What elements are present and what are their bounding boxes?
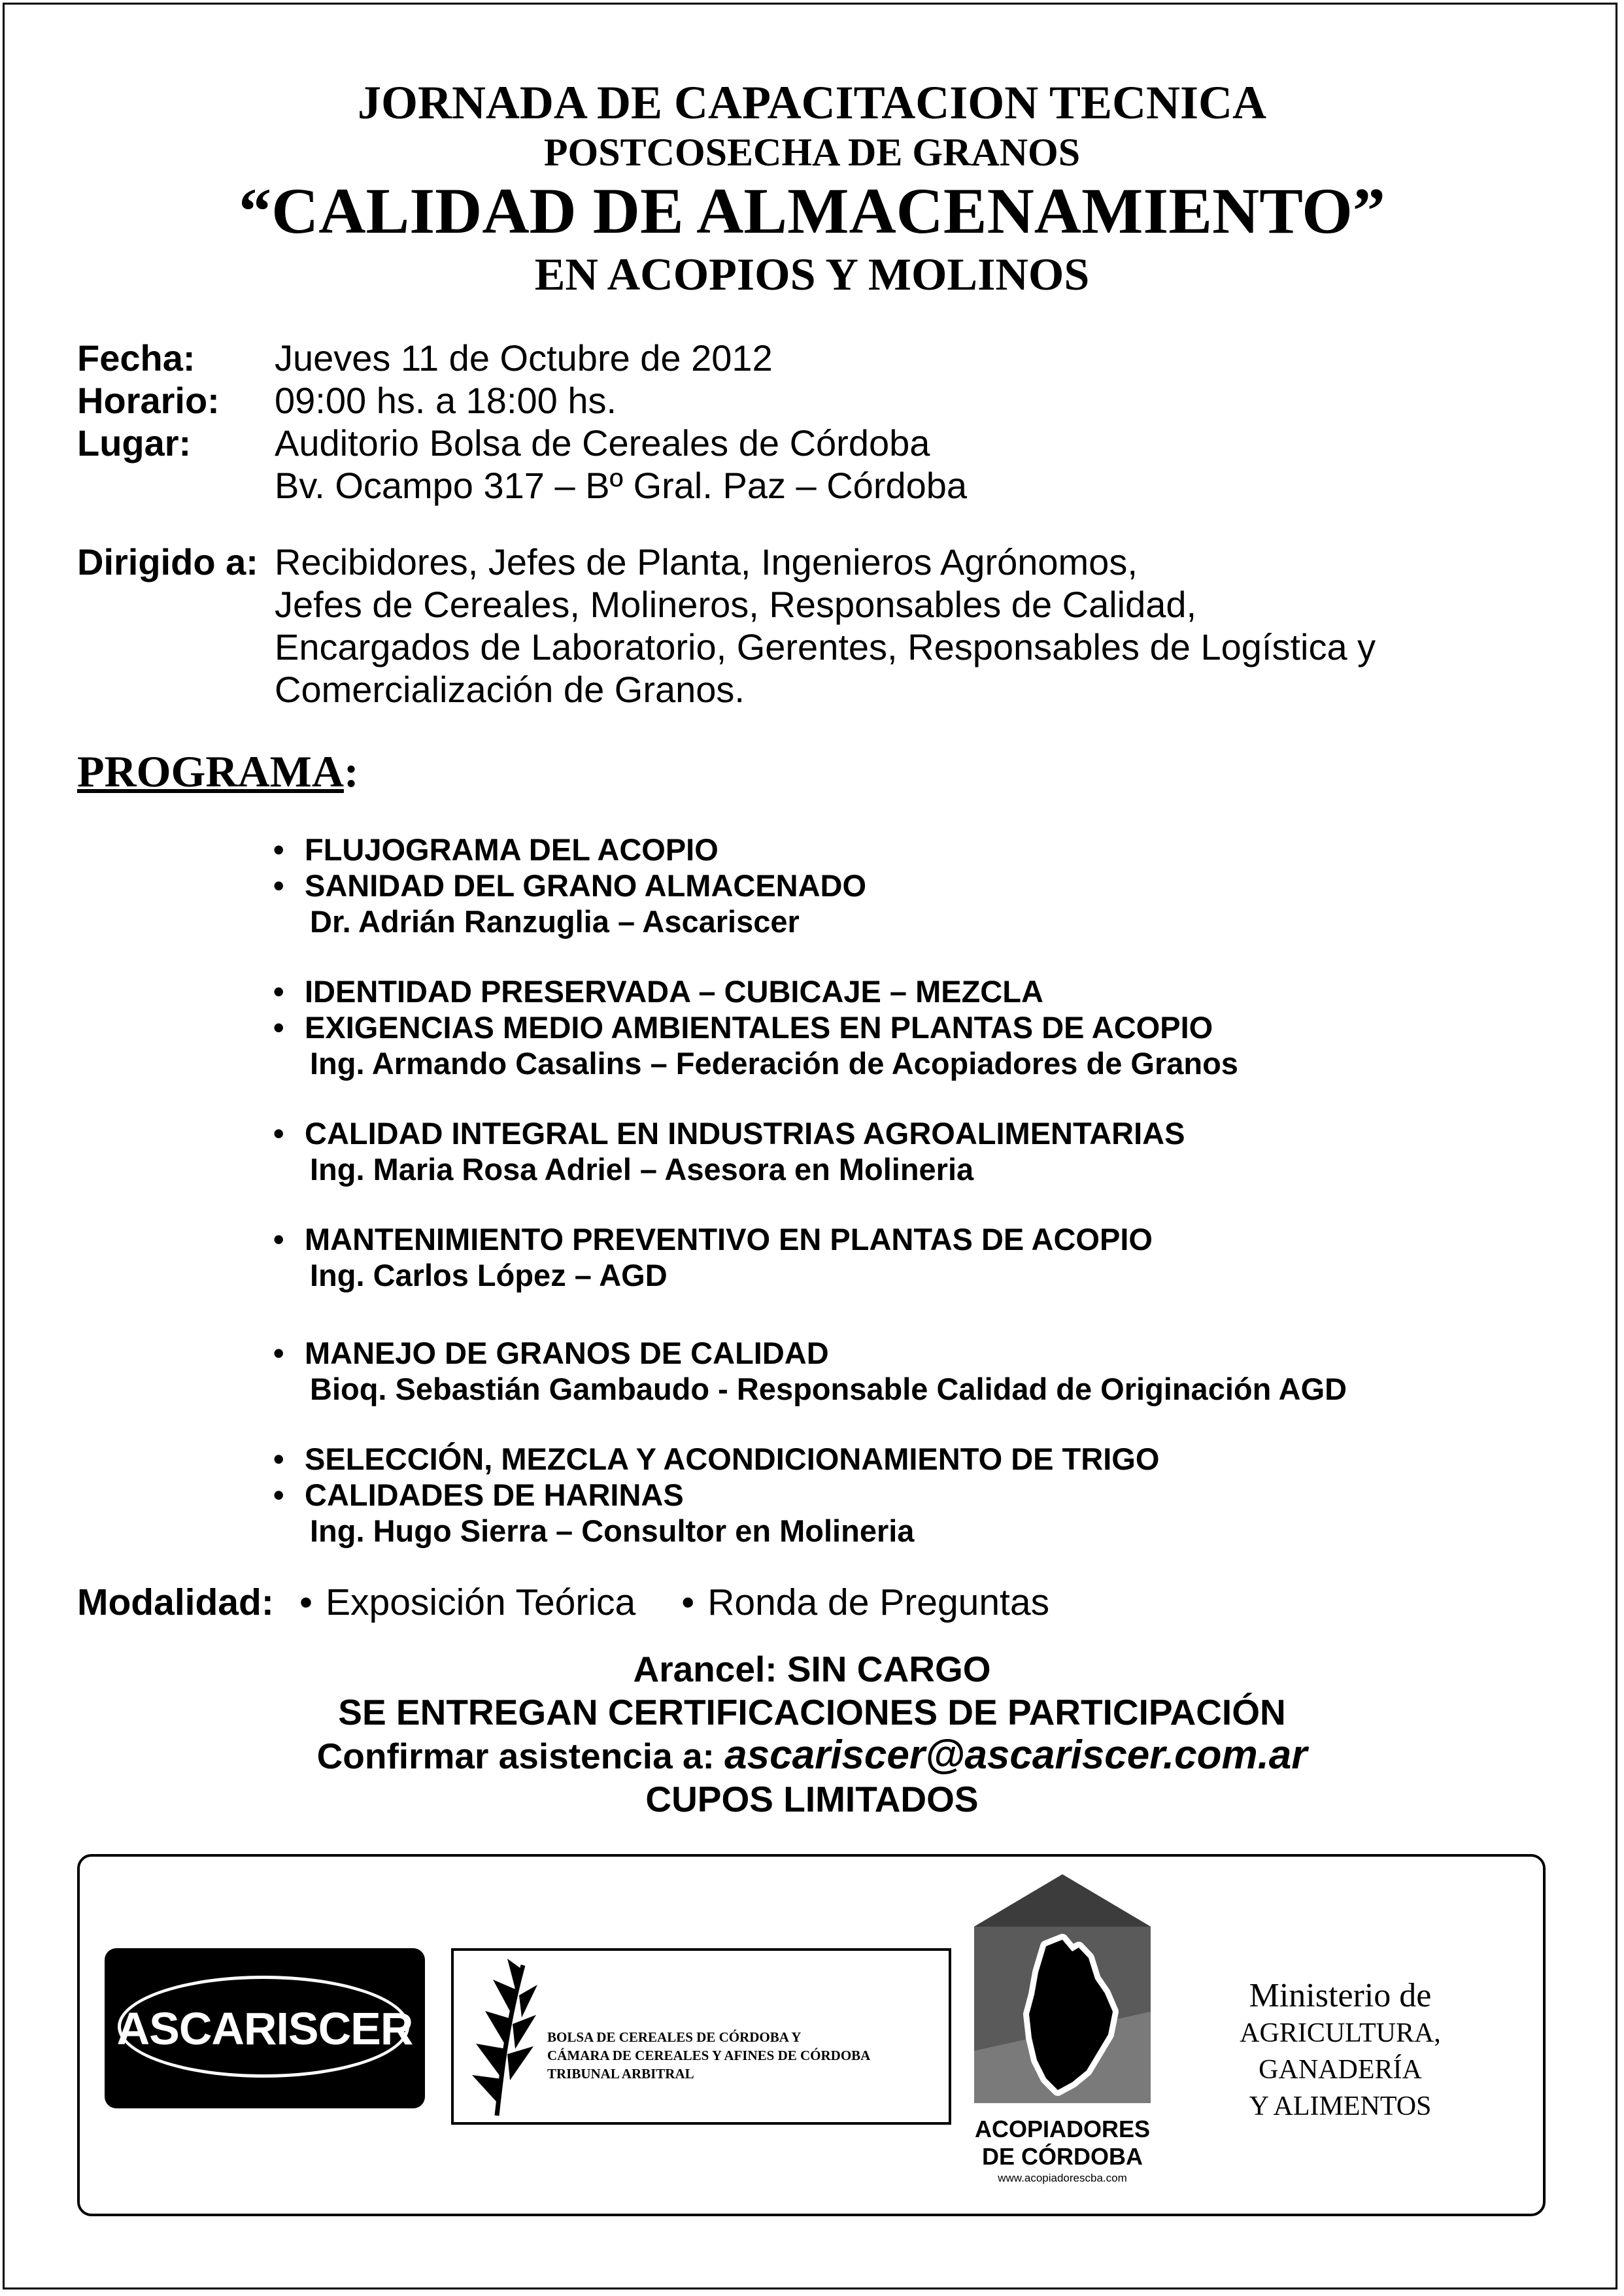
bolsa-line2: CÁMARA DE CEREALES Y AFINES DE CÓRDOBA (547, 2048, 871, 2063)
dirigido-row (77, 541, 1581, 711)
programa-speaker: Ing. Hugo Sierra – Consultor en Molineria (310, 1513, 915, 1548)
registration-footer (0, 1647, 1624, 1821)
programa-topic: • IDENTIDAD PRESERVADA – CUBICAJE – MEZCLA (273, 973, 1548, 1009)
programa-speaker: Dr. Adrián Ranzuglia – Ascariscer (310, 904, 800, 939)
dirigido-value (275, 541, 1581, 711)
programa-speaker: Ing. Armando Casalins – Federación de Acopiadores de Granos (310, 1046, 1238, 1081)
wheat-leaf-icon (456, 1951, 541, 2122)
dirigido-line1: Recibidores, Jefes de Planta, Ingenieros Agrónomos, (275, 541, 1138, 582)
ascariscer-logo (105, 1948, 425, 2108)
programa-heading-text: PROGRAMA (77, 747, 344, 796)
programa-topic: • EXIGENCIAS MEDIO AMBIENTALES EN PLANTAS DE ACOPIO (273, 1009, 1548, 1045)
horario-row (77, 379, 1581, 422)
horario-label: Horario: (77, 380, 220, 421)
event-title-main: “CALIDAD DE ALMACENAMIENTO” (239, 175, 1385, 247)
programa-topic: • MANEJO DE GRANOS DE CALIDAD (273, 1335, 1548, 1371)
contact-email-link[interactable]: ascariscer@ascariscer.com.ar (724, 1732, 1308, 1778)
event-title-block (0, 75, 1624, 303)
programa-topic: • CALIDAD INTEGRAL EN INDUSTRIAS AGROALIMENTARIAS (273, 1115, 1548, 1151)
bolsa-cereales-text (547, 2028, 870, 2083)
modalidad-option: • Ronda de Preguntas (681, 1581, 1049, 1624)
acopiadores-line1: ACOPIADORES (974, 2116, 1151, 2142)
acopiadores-line2: DE CÓRDOBA (981, 2143, 1143, 2170)
acopiadores-map-icon (974, 1874, 1151, 2103)
programa-speaker: Ing. Maria Rosa Adriel – Asesora en Molineria (310, 1152, 974, 1187)
programa-speaker: Bioq. Sebastián Gambaudo - Responsable Calidad de Originación AGD (310, 1372, 1347, 1406)
lugar-value (275, 422, 1581, 507)
programa-topic: • MANTENIMIENTO PREVENTIVO EN PLANTAS DE ACOPIO (273, 1221, 1548, 1257)
ascariscer-logo-text: ASCARISCER (116, 2003, 413, 2054)
arancel-text: Arancel: SIN CARGO (633, 1649, 991, 1689)
modalidad-option: • Exposición Teórica (299, 1581, 635, 1624)
event-title-line1: JORNADA DE CAPACITACION TECNICA (357, 76, 1267, 129)
dirigido-line4: Comercialización de Granos. (275, 669, 745, 710)
fecha-row (77, 337, 1581, 379)
event-title-line2: POSTCOSECHA DE GRANOS (543, 131, 1081, 174)
ministerio-line3: Y ALIMENTOS (1249, 2091, 1432, 2121)
fecha-value: Jueves 11 de Octubre de 2012 (275, 337, 773, 379)
programa-heading (77, 745, 359, 798)
programa-speaker: Ing. Carlos López – AGD (310, 1258, 668, 1292)
ministerio-logo (1157, 1977, 1523, 2125)
modalidad-label: Modalidad: (77, 1581, 274, 1623)
ministerio-line1: Ministerio de (1249, 1977, 1432, 2014)
acopiadores-url[interactable]: www.acopiadorescba.com (998, 2172, 1127, 2184)
confirmar-line (0, 1734, 1624, 1778)
programa-colon: : (343, 747, 359, 796)
bolsa-line3: TRIBUNAL ARBITRAL (547, 2066, 694, 2082)
horario-value: 09:00 hs. a 18:00 hs. (275, 380, 617, 421)
confirmar-label: Confirmar asistencia a: (316, 1736, 725, 1776)
bolsa-cereales-logo (451, 1948, 951, 2125)
fecha-label: Fecha: (77, 337, 195, 379)
lugar-row (77, 422, 1581, 507)
lugar-line1: Auditorio Bolsa de Cereales de Córdoba (275, 422, 930, 464)
lugar-line2: Bv. Ocampo 317 – Bº Gral. Paz – Córdoba (275, 465, 968, 506)
lugar-label: Lugar: (77, 422, 192, 464)
bolsa-line1: BOLSA DE CEREALES DE CÓRDOBA Y (547, 2029, 802, 2045)
dirigido-line2: Jefes de Cereales, Molineros, Responsables de Calidad, (275, 584, 1197, 625)
programa-topic: • SANIDAD DEL GRANO ALMACENADO (273, 868, 1548, 903)
ministerio-line2: AGRICULTURA, GANADERÍA (1240, 2018, 1441, 2085)
event-info (77, 337, 1581, 711)
dirigido-label: Dirigido a: (77, 541, 258, 582)
certificaciones-text: SE ENTREGAN CERTIFICACIONES DE PARTICIPACIÓN (338, 1692, 1286, 1732)
programa-topic: • CALIDADES DE HARINAS (273, 1477, 1548, 1513)
cupos-text: CUPOS LIMITADOS (645, 1779, 979, 1819)
acopiadores-logo-text (961, 2116, 1164, 2170)
dirigido-line3: Encargados de Laboratorio, Gerentes, Responsables de Logística y (275, 626, 1376, 667)
programa-topic: • SELECCIÓN, MEZCLA Y ACONDICIONAMIENTO DE TRIGO (273, 1441, 1548, 1477)
event-title-line4: EN ACOPIOS Y MOLINOS (534, 250, 1090, 300)
programa-list (273, 832, 1548, 1549)
programa-topic: • FLUJOGRAMA DEL ACOPIO (273, 832, 1548, 868)
modalidad-row (77, 1581, 1095, 1624)
